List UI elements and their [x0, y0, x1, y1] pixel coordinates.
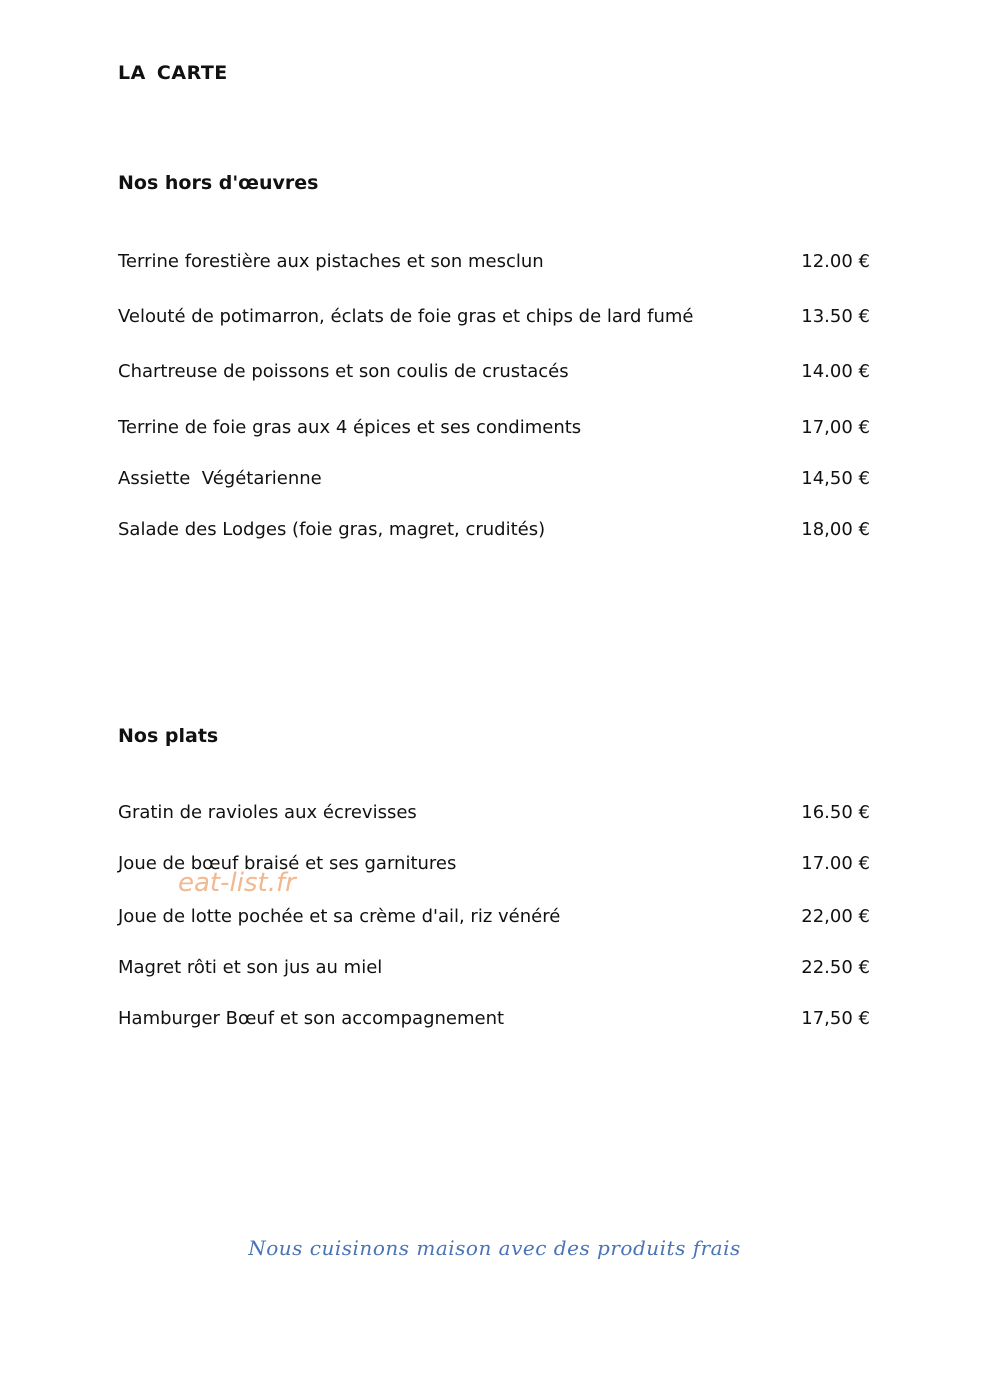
- menu-item-name: Terrine forestière aux pistaches et son mesclun: [118, 251, 544, 272]
- menu-item-name: Hamburger Bœuf et son accompagnement: [118, 1008, 505, 1029]
- menu-item-name: Velouté de potimarron, éclats de foie gras et chips de lard fumé: [118, 306, 694, 327]
- menu-item-price: 16.50 €: [801, 802, 870, 823]
- menu-item: [118, 957, 870, 985]
- menu-item-price: 22,00 €: [801, 906, 870, 927]
- menu-item-name: Assiette Végétarienne: [118, 468, 322, 489]
- menu-item: [118, 361, 870, 389]
- menu-item-name: Joue de lotte pochée et sa crème d'ail, riz vénéré: [118, 906, 561, 927]
- footer-note: Nous cuisinons maison avec des produits frais: [248, 1236, 741, 1260]
- menu-title: LA CARTE: [118, 62, 228, 84]
- menu-item-price: 14,50 €: [801, 468, 870, 489]
- menu-item: [118, 802, 870, 830]
- menu-item: [118, 417, 870, 445]
- menu-item-price: 13.50 €: [801, 306, 870, 327]
- menu-item-price: 12.00 €: [801, 251, 870, 272]
- section-heading-hors-doeuvres: Nos hors d'œuvres: [118, 172, 319, 194]
- menu-item: [118, 251, 870, 279]
- menu-item: [118, 306, 870, 334]
- menu-item: [118, 468, 870, 496]
- section-heading-plats: Nos plats: [118, 725, 219, 747]
- menu-item: [118, 1008, 870, 1036]
- menu-item: [118, 906, 870, 934]
- menu-item-price: 22.50 €: [801, 957, 870, 978]
- watermark: eat-list.fr: [178, 868, 296, 898]
- menu-item-price: 18,00 €: [801, 519, 870, 540]
- menu-item-price: 17.00 €: [801, 853, 870, 874]
- menu-item-name: Joue de bœuf braisé et ses garnitures: [118, 853, 457, 874]
- menu-item-name: Chartreuse de poissons et son coulis de crustacés: [118, 361, 569, 382]
- menu-item-name: Salade des Lodges (foie gras, magret, crudités): [118, 519, 546, 540]
- menu-item-name: Magret rôti et son jus au miel: [118, 957, 383, 978]
- menu-item-price: 14.00 €: [801, 361, 870, 382]
- menu-item: [118, 519, 870, 547]
- menu-item-name: Terrine de foie gras aux 4 épices et ses condiments: [118, 417, 582, 438]
- menu-item-name: Gratin de ravioles aux écrevisses: [118, 802, 417, 823]
- menu-item-price: 17,50 €: [801, 1008, 870, 1029]
- menu-item-price: 17,00 €: [801, 417, 870, 438]
